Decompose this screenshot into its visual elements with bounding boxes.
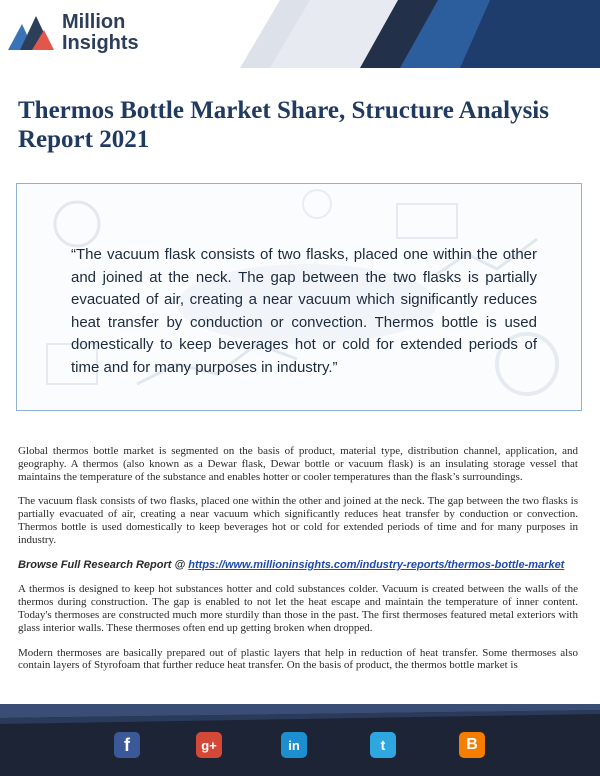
browse-report-line	[18, 559, 578, 572]
paragraph-4: Modern thermoses are basically prepared out of plastic layers that help in reduction of heat transfer. Some thermoses also contain layers of Styrofoam that further reduce heat transfer. On the basis of product, the thermos bottle market is	[18, 646, 578, 672]
paragraph-3: A thermos is designed to keep hot substances hotter and cold substances colder. Vacuum is created between the walls of the thermos during construction. The gap is enabled to not let the heat escape and maintain the temperature of inner content. Today's thermoses are constructed much more sturdily than those in the past. The first thermoses featured metal exteriors with glass interior walls. These thermoses often end up getting broken when dropped.	[18, 583, 578, 634]
blogger-icon[interactable]: B	[459, 732, 485, 758]
logo-wordmark	[62, 12, 139, 54]
page-header	[0, 0, 600, 68]
article-body	[18, 445, 578, 684]
logo-line-2: Insights	[62, 32, 139, 54]
million-insights-logo[interactable]	[6, 8, 176, 58]
linkedin-icon[interactable]: in	[281, 732, 307, 758]
facebook-icon[interactable]: f	[114, 732, 140, 758]
page-footer	[0, 704, 600, 776]
quote-box	[16, 183, 582, 411]
twitter-icon[interactable]: t	[370, 732, 396, 758]
quote-text: “The vacuum flask consists of two flasks, placed one within the other and joined at the neck. The gap between the two flasks is partially evacuated of air, creating a near vacuum which significantly reduces heat transfer by conduction or convection. Thermos bottle is used domestically to keep beverages hot or cold for extended periods of time and for many purposes in industry.”	[71, 246, 537, 376]
report-link[interactable]: https://www.millioninsights.com/industry-reports/thermos-bottle-market	[188, 558, 565, 571]
logo-triangles-icon	[6, 10, 56, 54]
paragraph-2: The vacuum flask consists of two flasks, placed one within the other and joined at the neck. The gap between the two flasks is partially evacuated of air, creating a near vacuum which significantly reduces heat transfer by conduction or convection. Thermos bottle is used domestically to keep beverages hot or cold for extended periods of time and for many purposes in industry.	[18, 495, 578, 546]
report-title: Thermos Bottle Market Share, Structure Analysis Report 2021	[18, 97, 549, 153]
browse-label: Browse Full Research Report @	[18, 558, 189, 571]
header-decoration	[160, 0, 600, 68]
logo-line-1: Million	[62, 11, 126, 33]
paragraph-1: Global thermos bottle market is segmented on the basis of product, material type, distribution channel, application, and geography. A thermos (also known as a Dewar flask, Dewar bottle or vacuum flask) is an insulating storage vessel that maintains the temperature of the substance and enables hotter or cooler temperatures than the flask’s surroundings.	[18, 445, 578, 483]
googleplus-icon[interactable]: g+	[196, 732, 222, 758]
